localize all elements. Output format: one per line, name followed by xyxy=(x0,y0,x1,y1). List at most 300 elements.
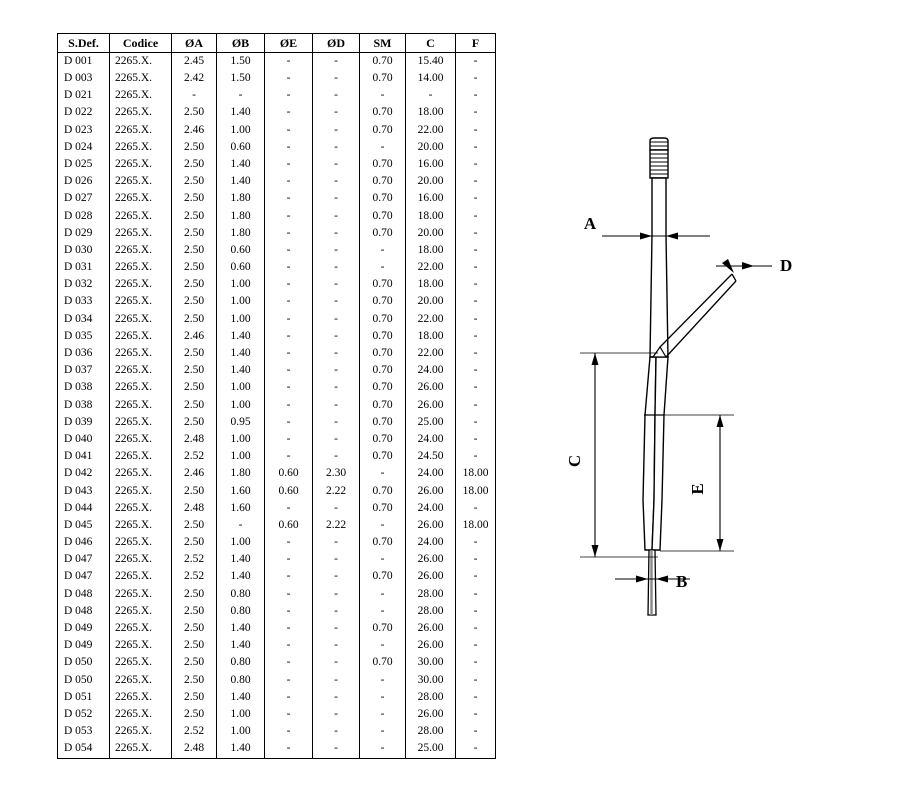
table-cell-ff: - xyxy=(456,156,496,173)
table-header-row xyxy=(58,34,496,53)
table-cell-ff: - xyxy=(456,87,496,104)
table-cell-sdef: D 022 xyxy=(58,105,110,122)
table-cell-sdef: D 047 xyxy=(58,569,110,586)
table-cell-sm: 0.70 xyxy=(360,156,406,173)
table-cell-od: - xyxy=(313,586,360,603)
table-cell-oa: 2.50 xyxy=(172,397,217,414)
table-cell-sdef: D 035 xyxy=(58,328,110,345)
table-cell-ff: 18.00 xyxy=(456,483,496,500)
table-cell-ob: 1.40 xyxy=(217,637,265,654)
table-cell-od: - xyxy=(313,87,360,104)
dimension-label-d: D xyxy=(780,256,793,275)
table-cell-cc: 26.00 xyxy=(406,637,456,654)
table-cell-sm: - xyxy=(360,466,406,483)
table-row xyxy=(58,706,496,723)
table-cell-oe: - xyxy=(265,156,313,173)
table-cell-oa: 2.46 xyxy=(172,466,217,483)
table-cell-sdef: D 034 xyxy=(58,311,110,328)
table-cell-codice: 2265.X. xyxy=(110,191,172,208)
column-header-oe: ØE xyxy=(265,34,313,53)
table-cell-oe: - xyxy=(265,191,313,208)
dimension-d xyxy=(716,256,792,275)
table-cell-oa: 2.50 xyxy=(172,689,217,706)
table-cell-sdef: D 049 xyxy=(58,620,110,637)
table-cell-ob: 1.80 xyxy=(217,466,265,483)
table-cell-ob: 1.40 xyxy=(217,741,265,759)
table-cell-ob: 1.00 xyxy=(217,122,265,139)
table-cell-ob: 0.60 xyxy=(217,259,265,276)
table-cell-oe: - xyxy=(265,276,313,293)
table-cell-oe: - xyxy=(265,672,313,689)
table-cell-cc: 28.00 xyxy=(406,603,456,620)
table-row xyxy=(58,672,496,689)
table-cell-od: - xyxy=(313,380,360,397)
table-cell-ob: 1.00 xyxy=(217,311,265,328)
table-cell-cc: 30.00 xyxy=(406,672,456,689)
table-cell-od: - xyxy=(313,225,360,242)
table-cell-oa: 2.50 xyxy=(172,380,217,397)
table-cell-sdef: D 038 xyxy=(58,380,110,397)
table-cell-codice: 2265.X. xyxy=(110,105,172,122)
table-cell-od: - xyxy=(313,208,360,225)
table-cell-ob: 1.00 xyxy=(217,380,265,397)
table-cell-oe: - xyxy=(265,259,313,276)
table-cell-oa: 2.52 xyxy=(172,448,217,465)
table-cell-sm: 0.70 xyxy=(360,345,406,362)
table-cell-sm: 0.70 xyxy=(360,208,406,225)
table-cell-sdef: D 051 xyxy=(58,689,110,706)
table-cell-ob: 0.60 xyxy=(217,242,265,259)
table-cell-sm: 0.70 xyxy=(360,483,406,500)
table-cell-oa: 2.50 xyxy=(172,603,217,620)
table-cell-sm: - xyxy=(360,551,406,568)
table-cell-sdef: D 046 xyxy=(58,534,110,551)
table-cell-codice: 2265.X. xyxy=(110,706,172,723)
table-cell-cc: 26.00 xyxy=(406,517,456,534)
table-cell-sdef: D 021 xyxy=(58,87,110,104)
table-cell-sdef: D 023 xyxy=(58,122,110,139)
table-cell-codice: 2265.X. xyxy=(110,534,172,551)
table-cell-ff: - xyxy=(456,208,496,225)
table-cell-codice: 2265.X. xyxy=(110,380,172,397)
table-row xyxy=(58,637,496,654)
table-cell-sdef: D 048 xyxy=(58,586,110,603)
table-cell-ob: 1.40 xyxy=(217,105,265,122)
table-cell-ob: 1.00 xyxy=(217,397,265,414)
table-cell-codice: 2265.X. xyxy=(110,448,172,465)
table-cell-od: - xyxy=(313,414,360,431)
table-cell-sm: 0.70 xyxy=(360,620,406,637)
table-cell-ff: - xyxy=(456,139,496,156)
table-row xyxy=(58,741,496,759)
table-row xyxy=(58,87,496,104)
table-cell-ff: 18.00 xyxy=(456,517,496,534)
table-cell-oa: 2.50 xyxy=(172,655,217,672)
table-row xyxy=(58,173,496,190)
table-cell-od: 2.30 xyxy=(313,466,360,483)
table-cell-cc: 26.00 xyxy=(406,380,456,397)
table-cell-codice: 2265.X. xyxy=(110,620,172,637)
table-cell-oa: 2.50 xyxy=(172,345,217,362)
spec-table-container xyxy=(57,33,495,759)
table-row xyxy=(58,689,496,706)
table-cell-oa: 2.50 xyxy=(172,620,217,637)
table-cell-codice: 2265.X. xyxy=(110,741,172,759)
table-cell-sdef: D 049 xyxy=(58,637,110,654)
table-cell-od: - xyxy=(313,122,360,139)
table-cell-cc: 18.00 xyxy=(406,105,456,122)
table-row xyxy=(58,139,496,156)
table-cell-codice: 2265.X. xyxy=(110,294,172,311)
table-cell-cc: 24.00 xyxy=(406,466,456,483)
table-cell-sm: 0.70 xyxy=(360,380,406,397)
technical-drawing xyxy=(540,95,890,635)
table-cell-oe: 0.60 xyxy=(265,466,313,483)
table-cell-ob: - xyxy=(217,87,265,104)
table-row xyxy=(58,225,496,242)
table-cell-od: - xyxy=(313,276,360,293)
table-cell-oa: 2.52 xyxy=(172,569,217,586)
table-cell-ff: - xyxy=(456,448,496,465)
table-cell-oe: - xyxy=(265,87,313,104)
table-cell-od: - xyxy=(313,620,360,637)
table-cell-sm: 0.70 xyxy=(360,362,406,379)
table-cell-oe: - xyxy=(265,105,313,122)
table-cell-od: - xyxy=(313,242,360,259)
dimension-label-e: E xyxy=(688,483,707,495)
table-cell-od: - xyxy=(313,689,360,706)
table-row xyxy=(58,259,496,276)
table-cell-ob: 1.40 xyxy=(217,620,265,637)
table-cell-sdef: D 029 xyxy=(58,225,110,242)
table-cell-oa: 2.45 xyxy=(172,53,217,71)
table-cell-oe: - xyxy=(265,603,313,620)
table-cell-sdef: D 042 xyxy=(58,466,110,483)
dimension-label-c: C xyxy=(565,454,584,468)
table-cell-oe: 0.60 xyxy=(265,483,313,500)
table-cell-sdef: D 048 xyxy=(58,603,110,620)
table-row xyxy=(58,345,496,362)
table-cell-ob: 1.60 xyxy=(217,483,265,500)
table-cell-codice: 2265.X. xyxy=(110,173,172,190)
table-cell-ff: - xyxy=(456,380,496,397)
table-cell-codice: 2265.X. xyxy=(110,483,172,500)
table-cell-sdef: D 024 xyxy=(58,139,110,156)
spec-table xyxy=(57,33,496,759)
table-cell-oa: 2.50 xyxy=(172,156,217,173)
table-cell-ff: - xyxy=(456,741,496,759)
table-cell-sm: 0.70 xyxy=(360,105,406,122)
table-cell-codice: 2265.X. xyxy=(110,431,172,448)
table-cell-codice: 2265.X. xyxy=(110,208,172,225)
table-row xyxy=(58,276,496,293)
table-row xyxy=(58,156,496,173)
table-cell-oa: 2.50 xyxy=(172,105,217,122)
table-cell-codice: 2265.X. xyxy=(110,397,172,414)
table-cell-ff: - xyxy=(456,534,496,551)
table-cell-ob: 1.00 xyxy=(217,706,265,723)
table-cell-od: - xyxy=(313,741,360,759)
table-cell-ob: 0.95 xyxy=(217,414,265,431)
table-cell-oa: 2.46 xyxy=(172,122,217,139)
table-cell-oe: - xyxy=(265,414,313,431)
table-cell-oe: - xyxy=(265,431,313,448)
table-cell-od: - xyxy=(313,706,360,723)
table-row xyxy=(58,586,496,603)
table-cell-ff: - xyxy=(456,672,496,689)
table-cell-od: - xyxy=(313,431,360,448)
table-cell-cc: 30.00 xyxy=(406,655,456,672)
table-cell-oa: 2.50 xyxy=(172,173,217,190)
table-cell-codice: 2265.X. xyxy=(110,276,172,293)
table-cell-oa: 2.50 xyxy=(172,139,217,156)
table-cell-sm: 0.70 xyxy=(360,191,406,208)
table-cell-od: - xyxy=(313,53,360,71)
table-cell-sdef: D 036 xyxy=(58,345,110,362)
table-row xyxy=(58,380,496,397)
table-cell-oa: 2.48 xyxy=(172,741,217,759)
table-cell-ff: - xyxy=(456,586,496,603)
table-cell-cc: 28.00 xyxy=(406,689,456,706)
table-cell-oa: 2.48 xyxy=(172,431,217,448)
table-cell-oe: 0.60 xyxy=(265,517,313,534)
table-cell-cc: 22.00 xyxy=(406,311,456,328)
table-cell-oa: 2.50 xyxy=(172,225,217,242)
table-cell-codice: 2265.X. xyxy=(110,87,172,104)
table-cell-codice: 2265.X. xyxy=(110,569,172,586)
table-cell-codice: 2265.X. xyxy=(110,466,172,483)
table-cell-sdef: D 031 xyxy=(58,259,110,276)
table-row xyxy=(58,294,496,311)
table-cell-od: - xyxy=(313,637,360,654)
table-cell-ff: - xyxy=(456,431,496,448)
table-cell-ff: - xyxy=(456,345,496,362)
table-cell-cc: 28.00 xyxy=(406,723,456,740)
table-cell-ob: 1.40 xyxy=(217,689,265,706)
table-cell-cc: 22.00 xyxy=(406,122,456,139)
table-cell-od: - xyxy=(313,603,360,620)
table-cell-ob: 0.60 xyxy=(217,139,265,156)
table-cell-codice: 2265.X. xyxy=(110,259,172,276)
table-row xyxy=(58,328,496,345)
table-cell-oe: - xyxy=(265,397,313,414)
table-cell-sm: - xyxy=(360,723,406,740)
table-cell-codice: 2265.X. xyxy=(110,156,172,173)
table-row xyxy=(58,500,496,517)
table-cell-od: - xyxy=(313,551,360,568)
column-header-sm: SM xyxy=(360,34,406,53)
table-row xyxy=(58,311,496,328)
table-cell-sm: 0.70 xyxy=(360,294,406,311)
table-cell-codice: 2265.X. xyxy=(110,70,172,87)
table-cell-ff: 18.00 xyxy=(456,466,496,483)
table-cell-sm: - xyxy=(360,87,406,104)
table-cell-ob: 1.80 xyxy=(217,191,265,208)
table-cell-sm: 0.70 xyxy=(360,225,406,242)
table-cell-cc: 26.00 xyxy=(406,397,456,414)
table-cell-sdef: D 039 xyxy=(58,414,110,431)
table-cell-ob: 1.00 xyxy=(217,431,265,448)
column-header-f: F xyxy=(456,34,496,53)
table-row xyxy=(58,122,496,139)
table-cell-ff: - xyxy=(456,362,496,379)
table-cell-od: - xyxy=(313,259,360,276)
table-cell-cc: 26.00 xyxy=(406,569,456,586)
table-cell-sdef: D 043 xyxy=(58,483,110,500)
table-cell-cc: - xyxy=(406,87,456,104)
table-cell-od: - xyxy=(313,294,360,311)
table-cell-ff: - xyxy=(456,70,496,87)
table-cell-ob: 1.50 xyxy=(217,53,265,71)
table-cell-codice: 2265.X. xyxy=(110,345,172,362)
table-cell-sdef: D 028 xyxy=(58,208,110,225)
table-row xyxy=(58,517,496,534)
table-cell-ff: - xyxy=(456,500,496,517)
table-cell-sdef: D 040 xyxy=(58,431,110,448)
table-cell-cc: 20.00 xyxy=(406,173,456,190)
table-cell-oa: 2.52 xyxy=(172,723,217,740)
table-cell-sm: 0.70 xyxy=(360,122,406,139)
table-cell-sm: 0.70 xyxy=(360,500,406,517)
table-cell-cc: 24.00 xyxy=(406,500,456,517)
table-cell-sdef: D 053 xyxy=(58,723,110,740)
table-row xyxy=(58,551,496,568)
table-cell-oe: - xyxy=(265,225,313,242)
table-cell-od: 2.22 xyxy=(313,483,360,500)
table-cell-cc: 22.00 xyxy=(406,259,456,276)
table-cell-oa: 2.50 xyxy=(172,294,217,311)
table-cell-oa: 2.50 xyxy=(172,586,217,603)
table-cell-codice: 2265.X. xyxy=(110,139,172,156)
table-cell-ob: 1.00 xyxy=(217,723,265,740)
table-cell-cc: 14.00 xyxy=(406,70,456,87)
table-cell-od: - xyxy=(313,328,360,345)
table-cell-sm: - xyxy=(360,259,406,276)
table-cell-cc: 26.00 xyxy=(406,551,456,568)
table-cell-sdef: D 050 xyxy=(58,655,110,672)
table-cell-sdef: D 038 xyxy=(58,397,110,414)
table-cell-codice: 2265.X. xyxy=(110,517,172,534)
table-cell-sdef: D 052 xyxy=(58,706,110,723)
table-cell-ob: 1.00 xyxy=(217,276,265,293)
table-cell-od: - xyxy=(313,672,360,689)
table-cell-codice: 2265.X. xyxy=(110,122,172,139)
table-cell-ff: - xyxy=(456,414,496,431)
table-cell-oe: - xyxy=(265,362,313,379)
table-cell-sdef: D 044 xyxy=(58,500,110,517)
table-cell-oe: - xyxy=(265,53,313,71)
table-cell-sm: 0.70 xyxy=(360,311,406,328)
table-cell-cc: 20.00 xyxy=(406,294,456,311)
table-cell-ff: - xyxy=(456,105,496,122)
table-cell-od: 2.22 xyxy=(313,517,360,534)
table-cell-codice: 2265.X. xyxy=(110,53,172,71)
table-cell-ff: - xyxy=(456,294,496,311)
table-cell-oa: - xyxy=(172,87,217,104)
table-row xyxy=(58,414,496,431)
table-cell-sdef: D 037 xyxy=(58,362,110,379)
table-cell-sdef: D 025 xyxy=(58,156,110,173)
table-cell-oe: - xyxy=(265,655,313,672)
table-cell-ff: - xyxy=(456,122,496,139)
dimension-a xyxy=(584,178,710,240)
table-cell-oe: - xyxy=(265,294,313,311)
dimension-e xyxy=(660,415,734,551)
table-row xyxy=(58,53,496,71)
table-cell-ob: 1.40 xyxy=(217,362,265,379)
column-header-codice: Codice xyxy=(110,34,172,53)
table-cell-sm: 0.70 xyxy=(360,534,406,551)
table-row xyxy=(58,723,496,740)
table-cell-oe: - xyxy=(265,173,313,190)
table-cell-oa: 2.50 xyxy=(172,637,217,654)
table-cell-ff: - xyxy=(456,173,496,190)
table-cell-sm: 0.70 xyxy=(360,448,406,465)
table-cell-codice: 2265.X. xyxy=(110,225,172,242)
table-cell-cc: 26.00 xyxy=(406,483,456,500)
table-cell-codice: 2265.X. xyxy=(110,637,172,654)
table-cell-oe: - xyxy=(265,122,313,139)
table-cell-sm: 0.70 xyxy=(360,569,406,586)
table-cell-ob: 1.80 xyxy=(217,208,265,225)
table-cell-sm: 0.70 xyxy=(360,53,406,71)
table-cell-cc: 16.00 xyxy=(406,191,456,208)
table-cell-sm: 0.70 xyxy=(360,414,406,431)
table-cell-codice: 2265.X. xyxy=(110,689,172,706)
table-cell-oa: 2.50 xyxy=(172,706,217,723)
table-cell-sm: 0.70 xyxy=(360,655,406,672)
table-cell-oa: 2.50 xyxy=(172,311,217,328)
table-row xyxy=(58,362,496,379)
table-row xyxy=(58,483,496,500)
table-cell-oa: 2.50 xyxy=(172,483,217,500)
table-cell-cc: 20.00 xyxy=(406,139,456,156)
table-cell-oa: 2.50 xyxy=(172,517,217,534)
table-cell-sdef: D 054 xyxy=(58,741,110,759)
table-cell-sdef: D 027 xyxy=(58,191,110,208)
table-cell-sdef: D 030 xyxy=(58,242,110,259)
table-cell-od: - xyxy=(313,500,360,517)
table-cell-ff: - xyxy=(456,311,496,328)
table-cell-ff: - xyxy=(456,637,496,654)
table-cell-ob: 1.40 xyxy=(217,345,265,362)
table-cell-sdef: D 050 xyxy=(58,672,110,689)
table-cell-oe: - xyxy=(265,328,313,345)
table-cell-cc: 18.00 xyxy=(406,208,456,225)
table-row xyxy=(58,431,496,448)
table-cell-oe: - xyxy=(265,723,313,740)
table-row xyxy=(58,397,496,414)
table-cell-sdef: D 003 xyxy=(58,70,110,87)
table-cell-od: - xyxy=(313,723,360,740)
table-cell-cc: 25.00 xyxy=(406,741,456,759)
table-cell-oa: 2.50 xyxy=(172,414,217,431)
table-cell-ob: 1.40 xyxy=(217,569,265,586)
table-cell-cc: 24.00 xyxy=(406,431,456,448)
table-cell-sm: - xyxy=(360,741,406,759)
table-row xyxy=(58,208,496,225)
table-row xyxy=(58,569,496,586)
table-cell-ob: 1.40 xyxy=(217,551,265,568)
table-cell-cc: 15.40 xyxy=(406,53,456,71)
table-cell-cc: 18.00 xyxy=(406,276,456,293)
table-cell-ob: 0.80 xyxy=(217,586,265,603)
table-cell-oa: 2.50 xyxy=(172,259,217,276)
table-cell-ob: 1.00 xyxy=(217,448,265,465)
table-cell-sdef: D 032 xyxy=(58,276,110,293)
table-cell-cc: 18.00 xyxy=(406,242,456,259)
table-cell-ob: 1.40 xyxy=(217,328,265,345)
